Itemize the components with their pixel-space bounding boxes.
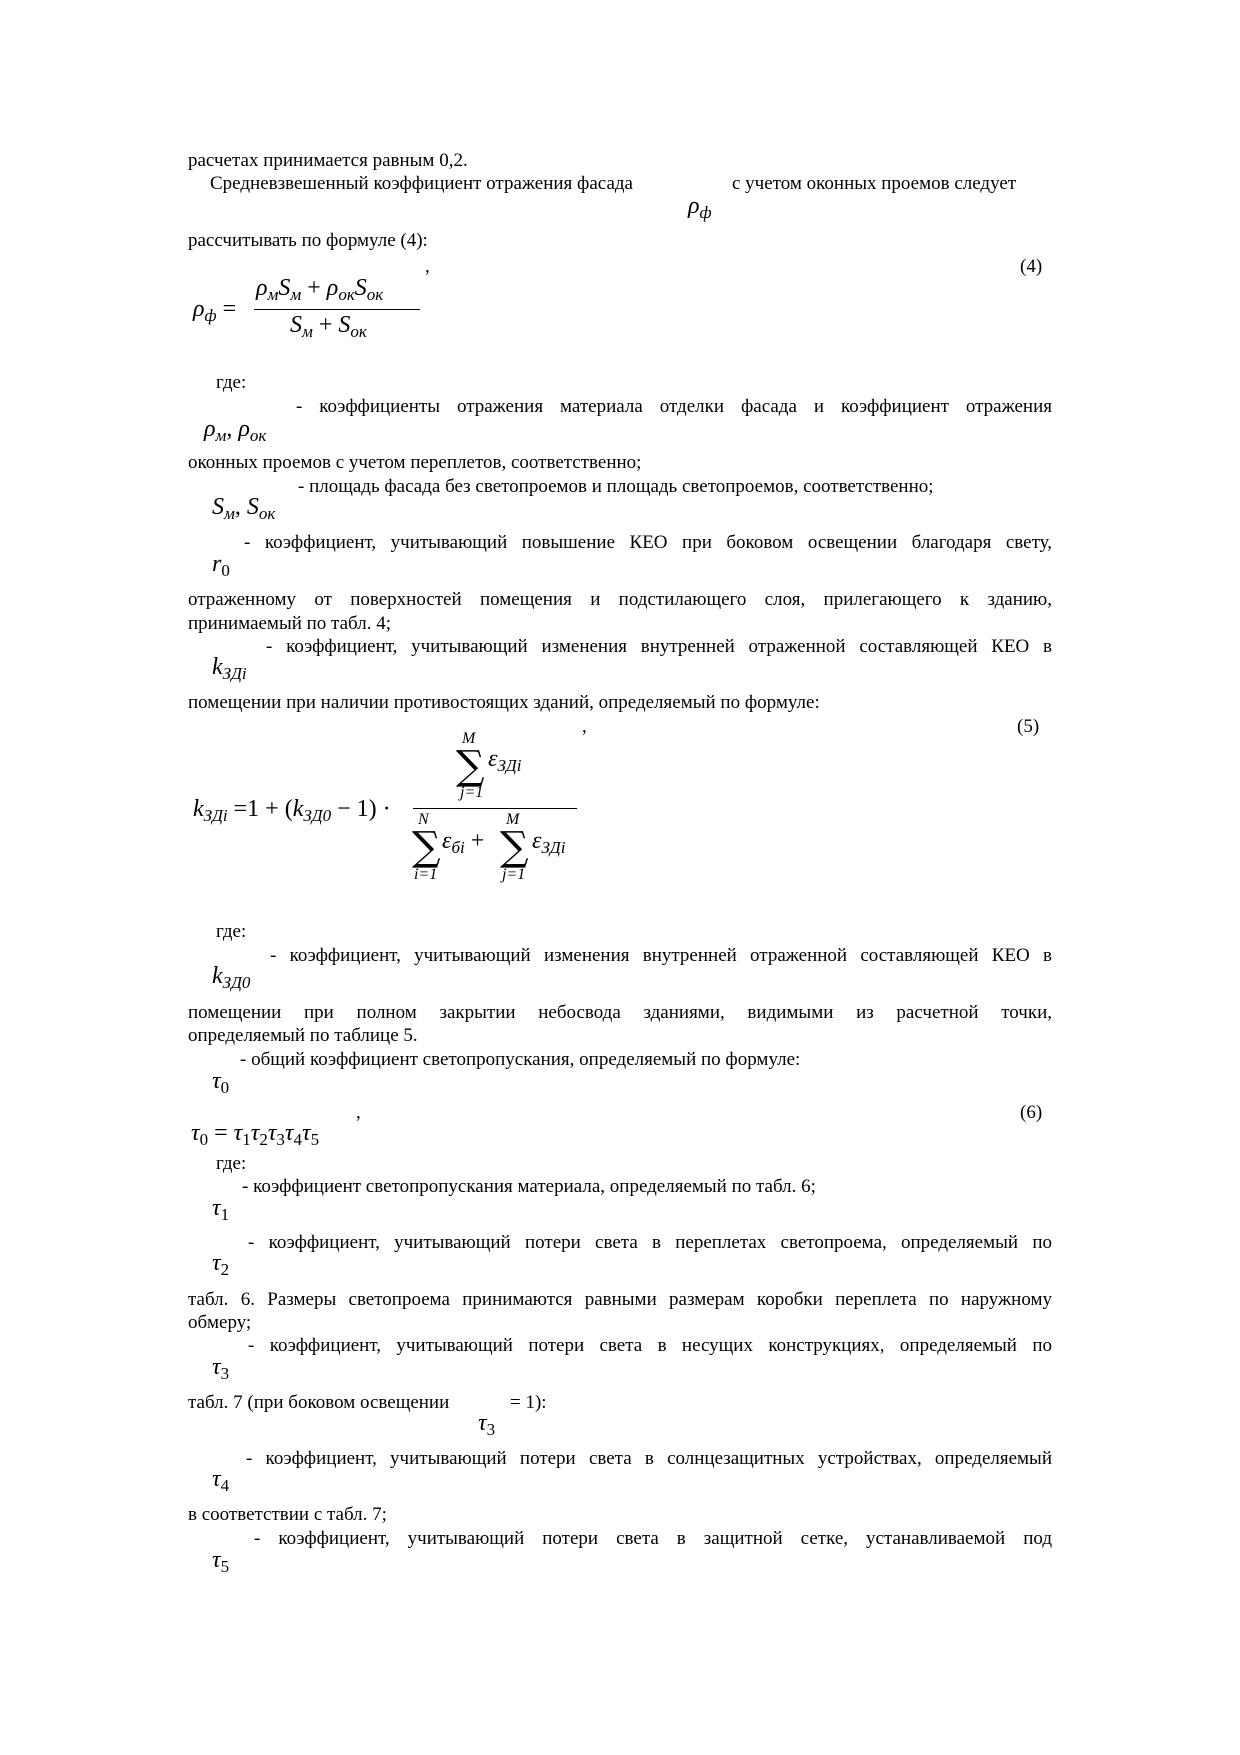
formula-lhs: $\rho_ф$ = <box>193 296 237 325</box>
text-line: определяемый по таблице 5. <box>188 1025 418 1046</box>
text-line: - коэффициент, учитывающий потери света в несущих конструкциях, определяемый по <box>248 1335 1052 1356</box>
text-line: - коэффициент, учитывающий изменения внутренней отраженной составляющей КЕО в <box>270 945 1052 966</box>
sum-sign: ∑ <box>500 824 529 870</box>
formula-lhs: $k_{ЗДi} =1 + (k_{ЗД0} - 1)$ · <box>193 796 391 825</box>
text-line: в соответствии с табл. 7; <box>188 1504 387 1525</box>
sum-sign: ∑ <box>456 743 485 789</box>
text-line: - коэффициент, учитывающий потери света в солнцезащитных устройствах, определяемый <box>246 1448 1052 1469</box>
text-line: Средневзвешенный коэффициент отражения фасада <box>210 173 633 194</box>
fraction-bar <box>413 808 577 809</box>
text-line: отраженному от поверхностей помещения и подстилающего слоя, прилегающего к зданию, <box>188 589 1052 610</box>
text-line: с учетом оконных проемов следует <box>732 173 1017 194</box>
text-line: помещении при полном закрытии небосвода зданиями, видимыми из расчетной точки, <box>188 1002 1052 1023</box>
text-line: - коэффициент, учитывающий потери света в защитной сетке, устанавливаемой под <box>254 1528 1052 1549</box>
formula-numerator: $\rho_мS_м + \rho_{ок}S_{ок}$ <box>256 275 384 304</box>
sum-sign: ∑ <box>412 824 441 870</box>
symbol-rho-m-ok: $\rho_м$, $\rho_{ок}$ <box>204 416 267 445</box>
limit-lower: j=1 <box>502 866 526 883</box>
text-line: = 1): <box>510 1392 547 1413</box>
formula-comma: , <box>356 1102 361 1123</box>
symbol-k-zdi: $k_{ЗДi}$ <box>212 654 247 683</box>
text-line: - коэффициенты отражения материала отделки фасада и коэффициент отражения <box>296 396 1052 417</box>
formula-number: (6) <box>1020 1102 1043 1123</box>
text-line: расчетах принимается равным 0,2. <box>188 150 468 171</box>
text-line: обмеру; <box>188 1312 252 1333</box>
formula-denominator: $S_м + S_{ок}$ <box>290 312 367 341</box>
symbol-tau3: $\tau_3$ <box>212 1354 230 1383</box>
fraction-bar <box>254 309 420 310</box>
denominator-term-2: $\varepsilon_{ЗДi}$ <box>532 828 566 857</box>
formula-number: (5) <box>1017 716 1040 737</box>
limit-lower: j=1 <box>460 784 484 801</box>
symbol-s-m-ok: $S_м$, $S_{ок}$ <box>212 494 276 523</box>
text-line: - коэффициент светопропускания материала, определяемый по табл. 6; <box>242 1176 816 1197</box>
text-where: где: <box>216 372 247 393</box>
symbol-r0: $r_0$ <box>212 551 230 580</box>
text-line: - коэффициент, учитывающий повышение КЕО при боковом освещении благодаря свету, <box>244 532 1052 553</box>
formula-comma: , <box>425 256 430 277</box>
text-line: табл. 6. Размеры светопроема принимаются равными размерам коробки переплета по наружному <box>188 1289 1052 1310</box>
formula-body: $\tau_0 = \tau_1\tau_2\tau_3\tau_4\tau_5$ <box>191 1120 320 1149</box>
symbol-tau4: $\tau_4$ <box>212 1466 230 1495</box>
symbol-tau2: $\tau_2$ <box>212 1250 230 1279</box>
limit-upper: M <box>462 730 476 747</box>
text-line: - площадь фасада без светопроемов и площадь светопроемов, соответственно; <box>298 476 934 497</box>
numerator-term: $\varepsilon_{ЗДi}$ <box>488 746 522 775</box>
text-line: табл. 7 (при боковом освещении <box>188 1392 450 1413</box>
text-line: рассчитывать по формуле (4): <box>188 230 428 251</box>
text-line: - общий коэффициент светопропускания, определяемый по формуле: <box>240 1049 801 1070</box>
limit-lower: i=1 <box>414 866 438 883</box>
limit-upper: M <box>506 811 520 828</box>
text-line: принимаемый по табл. 4; <box>188 613 391 634</box>
denominator-term-1: $\varepsilon_{бi}$ + <box>442 828 485 857</box>
text-where: где: <box>216 921 247 942</box>
text-line: - коэффициент, учитывающий потери света в переплетах светопроема, определяемый по <box>248 1232 1052 1253</box>
symbol-tau1: $\tau_1$ <box>212 1195 230 1224</box>
limit-upper: N <box>418 811 429 828</box>
formula-number: (4) <box>1020 256 1043 277</box>
text-line: помещении при наличии противостоящих зданий, определяемый по формуле: <box>188 692 820 713</box>
symbol-tau3-inline: $\tau_3$ <box>478 1410 496 1439</box>
formula-comma: , <box>582 716 587 737</box>
symbol-tau0: $\tau_0$ <box>212 1068 230 1097</box>
symbol-rho-f: $\rho_ф$ <box>688 193 712 222</box>
text-where: где: <box>216 1153 247 1174</box>
symbol-k-zd0: $k_{ЗД0}$ <box>212 963 251 992</box>
text-line: - коэффициент, учитывающий изменения внутренней отраженной составляющей КЕО в <box>266 636 1052 657</box>
text-line: оконных проемов с учетом переплетов, соответственно; <box>188 452 642 473</box>
symbol-tau5: $\tau_5$ <box>212 1547 230 1576</box>
